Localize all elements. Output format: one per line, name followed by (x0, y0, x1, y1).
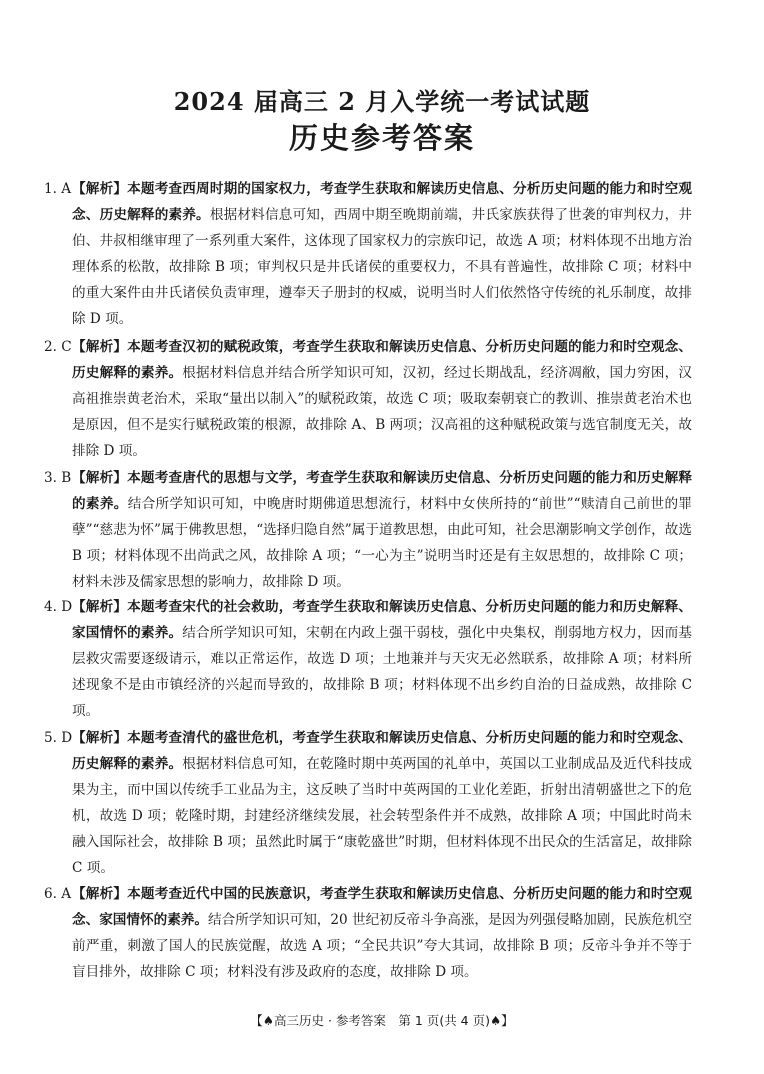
answer-number: 6. A (44, 886, 72, 902)
analysis-body: 结合所学知识可知，中晚唐时期佛道思想流行，材料中女侠所持的“前世”“赎清自己前世的罪孽”“慈悲为怀”属于佛教思想，“选择归隐自然”属于道教思想，由此可知，社会思潮影响文学创作，故选 B 项；材料体现不出尚武之风，故排除 A 项；“一心为主”说明当时还是有主奴思想的，故排除 C 项；材料未涉及儒家思想的影响力，故排除 D 项。 (72, 496, 692, 590)
answer-list (44, 176, 692, 1001)
analysis-body: 结合所学知识可知，20 世纪初反帝斗争高涨，是因为列强侵略加剧，民族危机空前严重，刺激了国人的民族觉醒，故选 A 项；“全民共识”夸大其词，故排除 B 项；反帝斗争并不等于盲目排外，故排除 C 项；材料没有涉及政府的态度，故排除 D 项。 (72, 912, 692, 980)
analysis-focus: 本题考查清代的盛世危机，考查学生获取和解读历史信息、分析历史问题的能力和时空观念、历史解释的素养。 (72, 730, 693, 772)
answer-number: 5. D (44, 730, 73, 746)
analysis-body: 根据材料信息可知，西周中期至晚期前端，井氏家族获得了世袭的审判权力，井伯、井叔相继审理了一系列重大案件，这体现了国家权力的宗族印记，故选 A 项；材料体现不出地方治理体系的松散，故排除 B 项；审判权只是井氏诸侯的重要权力，不具有普遍性，故排除 C 项；材料中的重大案件由井氏诸侯负责审理，遵奉天子册封的权威，说明当时人们依然恪守传统的礼乐制度，故排除 D 项。 (72, 207, 693, 327)
page-footer: 【♠高三历史 · 参考答案 第 1 页(共 4 页)♠】 (250, 1013, 514, 1028)
answer-item-6 (44, 881, 692, 1001)
answer-item-5 (44, 725, 692, 881)
answer-number: 3. B (44, 470, 72, 486)
analysis-focus: 本题考查近代中国的民族意识，考查学生获取和解读历史信息、分析历史问题的能力和时空观念、家国情怀的素养。 (72, 886, 693, 928)
answer-item-2 (44, 334, 692, 465)
analysis-label: 【解析】 (72, 339, 128, 355)
analysis-label: 【解析】 (72, 181, 128, 197)
document-subtitle: 历史参考答案 (288, 121, 475, 155)
analysis-focus: 本题考查唐代的思想与文学，考查学生获取和解读历史信息、分析历史问题的能力和历史解释的素养。 (72, 470, 693, 512)
document-title: 2024 届高三 2 月入学统一考试试题 (173, 87, 591, 116)
answer-item-1 (44, 176, 692, 334)
answer-item-4 (44, 594, 692, 725)
analysis-label: 【解析】 (72, 470, 128, 486)
analysis-label: 【解析】 (72, 730, 128, 746)
answer-number: 4. D (44, 599, 73, 615)
analysis-focus: 本题考查汉初的赋税政策，考查学生获取和解读历史信息、分析历史问题的能力和时空观念、历史解释的素养。 (72, 339, 693, 381)
answer-number: 2. C (44, 339, 72, 355)
analysis-body: 结合所学知识可知，宋朝在内政上强干弱枝，强化中央集权，削弱地方权力，因而基层救灾需要逐级请示，难以正常运作，故选 D 项；土地兼并与天灾无必然联系，故排除 A 项；材料所述现象不是由市镇经济的兴起而导致的，故排除 B 项；材料体现不出乡约自治的日益成熟，故排除 C 项。 (72, 625, 693, 719)
answer-item-3 (44, 465, 692, 594)
analysis-body: 根据材料信息并结合所学知识可知，汉初，经过长期战乱，经济凋敝，国力穷困，汉高祖推崇黄老治术，采取“量出以制入”的赋税政策，故选 C 项；吸取秦朝衰亡的教训、推崇黄老治术也是原因，但不是实行赋税政策的根源，故排除 A、B 两项；汉高祖的这种赋税政策与选官制度无关，故排除 D 项。 (72, 365, 693, 459)
answer-number: 1. A (44, 181, 72, 197)
analysis-focus: 本题考查西周时期的国家权力，考查学生获取和解读历史信息、分析历史问题的能力和时空观念、历史解释的素养。 (72, 181, 693, 223)
analysis-body: 根据材料信息可知，在乾隆时期中英两国的礼单中，英国以工业制成品及近代科技成果为主，而中国以传统手工业品为主，这反映了当时中英两国的工业化差距，折射出清朝盛世之下的危机，故选 D 项；乾隆时期，封建经济继续发展，社会转型条件并不成熟，故排除 A 项；中国此时尚未融入国际社会，故排除 B 项；虽然此时属于“康乾盛世”时期，但材料体现不出民众的生活富足，故排除 C 项。 (72, 756, 693, 876)
analysis-label: 【解析】 (72, 599, 128, 615)
analysis-label: 【解析】 (72, 886, 128, 902)
analysis-focus: 本题考查宋代的社会救助，考查学生获取和解读历史信息、分析历史问题的能力和历史解释、家国情怀的素养。 (72, 599, 693, 641)
